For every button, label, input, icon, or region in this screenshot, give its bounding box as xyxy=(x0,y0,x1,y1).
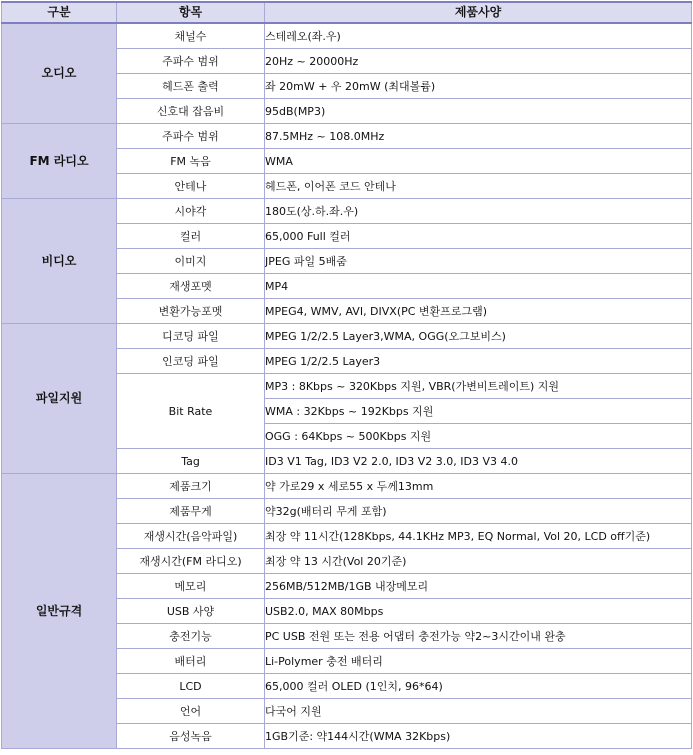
spec-value: 1GB기준: 약144시간(WMA 32Kbps) xyxy=(265,724,692,749)
spec-value: USB2.0, MAX 80Mbps xyxy=(265,599,692,624)
spec-value: 256MB/512MB/1GB 내장메모리 xyxy=(265,574,692,599)
item-label: 주파수 범위 xyxy=(117,124,265,149)
item-label: 제품크기 xyxy=(117,474,265,499)
spec-value: 좌 20mW + 우 20mW (최대볼륨) xyxy=(265,74,692,99)
item-label: 제품무게 xyxy=(117,499,265,524)
spec-value: 180도(상.하.좌.우) xyxy=(265,199,692,224)
table-row xyxy=(2,124,692,149)
spec-value: 최장 약 11시간(128Kbps, 44.1KHz MP3, EQ Normal, Vol 20, LCD off기준) xyxy=(265,524,692,549)
header-spec: 제품사양 xyxy=(265,2,692,23)
spec-value: MP3 : 8Kbps ~ 320Kbps 지원, VBR(가변비트레이트) 지원 xyxy=(265,374,692,399)
item-label: 변환가능포멧 xyxy=(117,299,265,324)
spec-value: ID3 V1 Tag, ID3 V2 2.0, ID3 V2 3.0, ID3 V3 4.0 xyxy=(265,449,692,474)
spec-value: 65,000 Full 컬러 xyxy=(265,224,692,249)
category-audio: 오디오 xyxy=(2,23,117,124)
table-row xyxy=(2,324,692,349)
item-label: 인코딩 파일 xyxy=(117,349,265,374)
item-label: 재생시간(FM 라디오) xyxy=(117,549,265,574)
item-label: 디코딩 파일 xyxy=(117,324,265,349)
item-label: 신호대 잡음비 xyxy=(117,99,265,124)
spec-table xyxy=(1,1,692,749)
category-fm-radio: FM 라디오 xyxy=(2,124,117,199)
table-row xyxy=(2,474,692,499)
item-label: 컬러 xyxy=(117,224,265,249)
item-label: 시야각 xyxy=(117,199,265,224)
item-label: 재생시간(음악파일) xyxy=(117,524,265,549)
spec-value: 20Hz ~ 20000Hz xyxy=(265,49,692,74)
header-category: 구분 xyxy=(2,2,117,23)
spec-value: MP4 xyxy=(265,274,692,299)
item-label: 주파수 범위 xyxy=(117,49,265,74)
spec-value: 65,000 컬러 OLED (1인치, 96*64) xyxy=(265,674,692,699)
item-label: FM 녹음 xyxy=(117,149,265,174)
table-row xyxy=(2,23,692,49)
spec-value: MPEG 1/2/2.5 Layer3 xyxy=(265,349,692,374)
item-label: 재생포멧 xyxy=(117,274,265,299)
spec-value: 87.5MHz ~ 108.0MHz xyxy=(265,124,692,149)
item-label: Tag xyxy=(117,449,265,474)
category-video: 비디오 xyxy=(2,199,117,324)
item-label: Bit Rate xyxy=(117,374,265,449)
spec-value: 약 가로29 x 세로55 x 두께13mm xyxy=(265,474,692,499)
spec-value: WMA : 32Kbps ~ 192Kbps 지원 xyxy=(265,399,692,424)
item-label: 헤드폰 출력 xyxy=(117,74,265,99)
category-general: 일반규격 xyxy=(2,474,117,749)
item-label: 음성녹음 xyxy=(117,724,265,749)
item-label: 충전기능 xyxy=(117,624,265,649)
spec-value: JPEG 파일 5배줌 xyxy=(265,249,692,274)
header-item: 항목 xyxy=(117,2,265,23)
item-label: 메모리 xyxy=(117,574,265,599)
spec-value: 95dB(MP3) xyxy=(265,99,692,124)
spec-value: MPEG4, WMV, AVI, DIVX(PC 변환프로그램) xyxy=(265,299,692,324)
header-row xyxy=(2,2,692,23)
spec-value: 헤드폰, 이어폰 코드 안테나 xyxy=(265,174,692,199)
table-row xyxy=(2,199,692,224)
spec-value: Li-Polymer 충전 배터리 xyxy=(265,649,692,674)
item-label: 안테나 xyxy=(117,174,265,199)
item-label: 배터리 xyxy=(117,649,265,674)
spec-value: 스테레오(좌.우) xyxy=(265,23,692,49)
spec-value: 최장 약 13 시간(Vol 20기준) xyxy=(265,549,692,574)
item-label: 이미지 xyxy=(117,249,265,274)
item-label: USB 사양 xyxy=(117,599,265,624)
item-label: 채널수 xyxy=(117,23,265,49)
item-label: LCD xyxy=(117,674,265,699)
spec-value: MPEG 1/2/2.5 Layer3,WMA, OGG(오그보비스) xyxy=(265,324,692,349)
spec-value: 약32g(배터리 무게 포함) xyxy=(265,499,692,524)
spec-value: WMA xyxy=(265,149,692,174)
spec-value: 다국어 지원 xyxy=(265,699,692,724)
item-label: 언어 xyxy=(117,699,265,724)
category-file-support: 파일지원 xyxy=(2,324,117,474)
spec-value: OGG : 64Kbps ~ 500Kbps 지원 xyxy=(265,424,692,449)
spec-value: PC USB 전원 또는 전용 어댑터 충전가능 약2~3시간이내 완충 xyxy=(265,624,692,649)
